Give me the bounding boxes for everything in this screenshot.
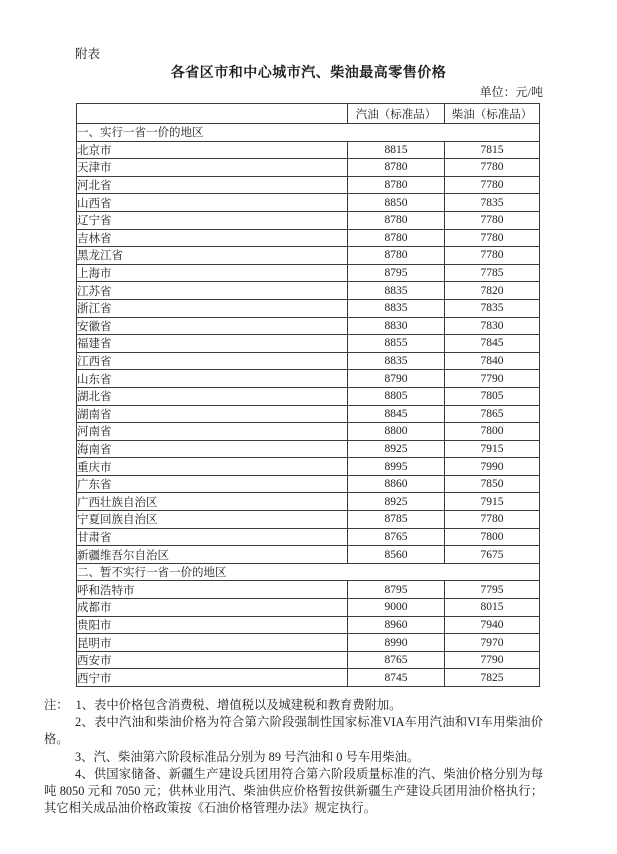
section-row [77,563,540,581]
diesel-price-cell: 8015 [445,599,540,617]
region-cell: 重庆市 [77,458,348,476]
notes-block [44,697,543,817]
table-row [77,423,540,441]
table-row [77,475,540,493]
gasoline-price-cell: 8780 [348,159,445,177]
table-row [77,405,540,423]
diesel-price-cell: 7825 [445,669,540,687]
table-row [77,141,540,159]
diesel-price-cell: 7780 [445,247,540,265]
gasoline-price-cell: 8835 [348,352,445,370]
region-cell: 呼和浩特市 [77,581,348,599]
region-cell: 广东省 [77,475,348,493]
col-header-gasoline: 汽油（标准品） [348,104,445,124]
region-cell: 河南省 [77,423,348,441]
region-cell: 昆明市 [77,634,348,652]
gasoline-price-cell: 8925 [348,493,445,511]
unit-label: 单位：元/吨 [479,85,543,99]
gasoline-price-cell: 8990 [348,634,445,652]
diesel-price-cell: 7865 [445,405,540,423]
diesel-price-cell: 7675 [445,546,540,564]
table-row [77,651,540,669]
diesel-price-cell: 7800 [445,528,540,546]
diesel-price-cell: 7915 [445,440,540,458]
region-cell: 甘肃省 [77,528,348,546]
table-row [77,669,540,687]
gasoline-price-cell: 8835 [348,282,445,300]
section-header: 一、实行一省一价的地区 [77,124,540,142]
note-item-2: 2、表中汽油和柴油价格为符合第六阶段强制性国家标准VIA车用汽油和VI车用柴油价格。 [44,715,543,747]
gasoline-price-cell: 8560 [348,546,445,564]
gasoline-price-cell: 8780 [348,229,445,247]
note-item-4: 4、供国家储备、新疆生产建设兵团用符合第六阶段质量标准的汽、柴油价格分别为每吨 8050 元和 7050 元；供林业用汽、柴油供应价格暂按供新疆生产建设兵团用油价格执行；其它相关成品油价格政策按《石油价格管理办法》规定执行。 [44,766,543,816]
region-cell: 海南省 [77,440,348,458]
table-row [77,616,540,634]
table-row [77,599,540,617]
diesel-price-cell: 7990 [445,458,540,476]
diesel-price-cell: 7790 [445,651,540,669]
region-cell: 山东省 [77,370,348,388]
gasoline-price-cell: 8925 [348,440,445,458]
diesel-price-cell: 7780 [445,176,540,194]
gasoline-price-cell: 8785 [348,511,445,529]
table-row [77,546,540,564]
table-row [77,317,540,335]
diesel-price-cell: 7845 [445,335,540,353]
region-cell: 山西省 [77,194,348,212]
diesel-price-cell: 7830 [445,317,540,335]
table-row [77,528,540,546]
gasoline-price-cell: 8790 [348,370,445,388]
diesel-price-cell: 7780 [445,159,540,177]
region-cell: 黑龙江省 [77,247,348,265]
table-row [77,159,540,177]
region-cell: 西宁市 [77,669,348,687]
table-row [77,370,540,388]
table-row [77,211,540,229]
diesel-price-cell: 7795 [445,581,540,599]
gasoline-price-cell: 8795 [348,581,445,599]
table-row [77,458,540,476]
region-cell: 安徽省 [77,317,348,335]
note-item-3: 3、汽、柴油第六阶段标准品分别为 89 号汽油和 0 号车用柴油。 [75,749,420,764]
table-row [77,440,540,458]
gasoline-price-cell: 8830 [348,317,445,335]
table-row [77,282,540,300]
diesel-price-cell: 7790 [445,370,540,388]
gasoline-price-cell: 8815 [348,141,445,159]
table-row [77,493,540,511]
table-row [77,511,540,529]
gasoline-price-cell: 8765 [348,528,445,546]
diesel-price-cell: 7940 [445,616,540,634]
table-row [77,229,540,247]
gasoline-price-cell: 8860 [348,475,445,493]
table-row [77,634,540,652]
table-row [77,247,540,265]
table-header-row [77,104,540,124]
diesel-price-cell: 7835 [445,299,540,317]
gasoline-price-cell: 8835 [348,299,445,317]
region-cell: 北京市 [77,141,348,159]
annex-label: 附表 [75,47,101,61]
gasoline-price-cell: 9000 [348,599,445,617]
diesel-price-cell: 7780 [445,211,540,229]
gasoline-price-cell: 8780 [348,247,445,265]
page-title: 各省区市和中心城市汽、柴油最高零售价格 [170,64,447,80]
gasoline-price-cell: 8745 [348,669,445,687]
table-row [77,176,540,194]
gasoline-price-cell: 8805 [348,387,445,405]
diesel-price-cell: 7835 [445,194,540,212]
table-row [77,264,540,282]
region-cell: 湖北省 [77,387,348,405]
table-row [77,194,540,212]
diesel-price-cell: 7840 [445,352,540,370]
region-cell: 江西省 [77,352,348,370]
gasoline-price-cell: 8800 [348,423,445,441]
region-cell: 湖南省 [77,405,348,423]
table-row [77,581,540,599]
table-row [77,387,540,405]
table-row [77,352,540,370]
region-cell: 西安市 [77,651,348,669]
gasoline-price-cell: 8765 [348,651,445,669]
gasoline-price-cell: 8850 [348,194,445,212]
col-header-diesel: 柴油（标准品） [445,104,540,124]
region-cell: 成都市 [77,599,348,617]
diesel-price-cell: 7970 [445,634,540,652]
diesel-price-cell: 7915 [445,493,540,511]
gasoline-price-cell: 8855 [348,335,445,353]
region-cell: 广西壮族自治区 [77,493,348,511]
gasoline-price-cell: 8795 [348,264,445,282]
diesel-price-cell: 7800 [445,423,540,441]
section-header: 二、暂不实行一省一价的地区 [77,563,540,581]
gasoline-price-cell: 8780 [348,211,445,229]
table-row [77,335,540,353]
region-cell: 福建省 [77,335,348,353]
region-cell: 贵阳市 [77,616,348,634]
region-cell: 天津市 [77,159,348,177]
region-cell: 新疆维吾尔自治区 [77,546,348,564]
gasoline-price-cell: 8780 [348,176,445,194]
diesel-price-cell: 7780 [445,511,540,529]
note-item-1: 1、表中价格包含消费税、增值税以及城建税和教育费附加。 [75,698,402,712]
col-header-region [77,104,348,124]
note-line-1 [44,697,543,714]
region-cell: 辽宁省 [77,211,348,229]
gasoline-price-cell: 8845 [348,405,445,423]
section-row [77,124,540,142]
diesel-price-cell: 7785 [445,264,540,282]
diesel-price-cell: 7820 [445,282,540,300]
diesel-price-cell: 7805 [445,387,540,405]
region-cell: 浙江省 [77,299,348,317]
gasoline-price-cell: 8995 [348,458,445,476]
gasoline-price-cell: 8960 [348,616,445,634]
region-cell: 宁夏回族自治区 [77,511,348,529]
region-cell: 河北省 [77,176,348,194]
diesel-price-cell: 7815 [445,141,540,159]
diesel-price-cell: 7780 [445,229,540,247]
price-table [76,103,540,687]
region-cell: 吉林省 [77,229,348,247]
region-cell: 上海市 [77,264,348,282]
diesel-price-cell: 7850 [445,475,540,493]
region-cell: 江苏省 [77,282,348,300]
table-row [77,299,540,317]
notes-label: 注： [44,698,69,712]
